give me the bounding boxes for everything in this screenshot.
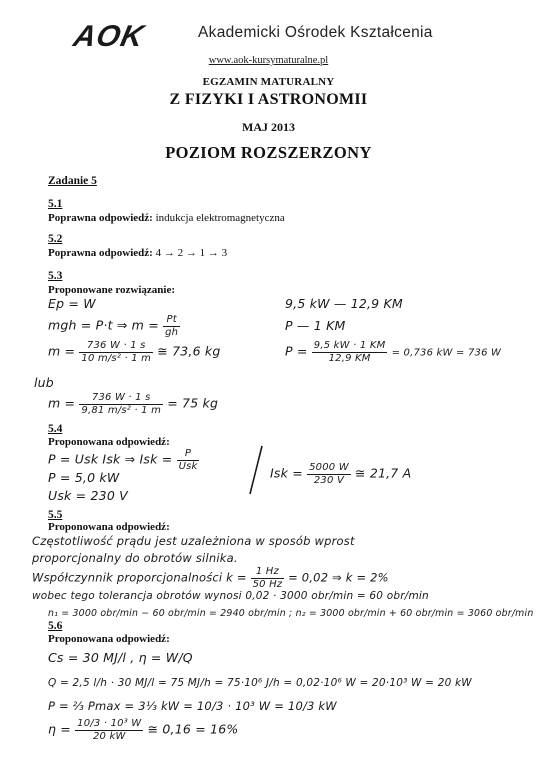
exam-date: MAJ 2013: [242, 120, 295, 134]
hw-power-value: P = 5,0 kW: [48, 470, 120, 485]
task-heading: Zadanie 5: [48, 175, 97, 187]
subject-title: Z FIZYKI I ASTRONOMII: [169, 91, 368, 108]
exam-title: EGZAMIN MATURALNY: [202, 76, 335, 88]
section-5-6-label: Proponowana odpowiedź:: [48, 633, 170, 645]
hw-mass-calc-1: m = $\frac{736 W \cdot 1 s}{\text{10 m/s² · 1 m}}$ ≅ 73,6 kg: [48, 340, 221, 364]
aok-logo: AOK: [70, 20, 148, 53]
hw-mass-calc-2: m = $\frac{736 W \cdot 1 s}{\text{9,81 m/s² · 1 m}}$ = 75 kg: [48, 392, 219, 416]
hw-current-calc: Isk = $\frac{5000 W}{230 V}$ ≅ 21,7 A: [270, 462, 412, 486]
hw-proportion-2: P — 1 KM: [285, 318, 346, 333]
answer-label: Poprawna odpowiedź:: [48, 212, 153, 224]
hw-mass-formula: mgh = P·t ⇒ m = $\frac{Pt}{gh}$: [48, 314, 179, 338]
section-number-5-4: 5.4: [48, 423, 63, 435]
hw-speed-range: n₁ = 3000 obr/min − 60 obr/min = 2940 obr/min ; n₂ = 3000 obr/min + 60 obr/min = 3060 obr/min: [48, 608, 534, 619]
section-number-5-1: 5.1: [48, 198, 63, 210]
exam-level: POZIOM ROZSZERZONY: [165, 143, 372, 162]
hw-frequency-text-2: proporcjonalny do obrotów silnika.: [32, 551, 238, 565]
answer-text: indukcja elektromagnetyczna: [155, 212, 285, 224]
organization-name: Akademicki Ośrodek Kształcenia: [198, 24, 433, 41]
hw-efficiency: η = $\frac{\text{10/3 · 10³ W}}{20 kW}$ ≅ 0,16 = 16%: [48, 718, 239, 742]
answer-label: Poprawna odpowiedź:: [48, 247, 153, 259]
hw-proportion-1: 9,5 kW — 12,9 KM: [285, 296, 403, 311]
hw-frequency-text-1: Częstotliwość prądu jest uzależniona w sposób wprost: [32, 534, 355, 548]
section-5-4-label: Proponowana odpowiedź:: [48, 436, 170, 448]
hw-or: lub: [34, 375, 54, 390]
section-number-5-5: 5.5: [48, 509, 63, 521]
separator-slash: [250, 446, 262, 494]
hw-voltage-value: Usk = 230 V: [48, 488, 128, 503]
section-5-5-label: Proponowana odpowiedź:: [48, 521, 170, 533]
hw-heat-rate: Q = 2,5 l/h · 30 MJ/l = 75 MJ/h = 75·10⁶ J/h = 0,02·10⁶ W = 20·10³ W = 20 kW: [48, 677, 472, 689]
section-number-5-2: 5.2: [48, 233, 63, 245]
answer-text: 4 → 2 → 1 → 3: [155, 247, 228, 259]
hw-power-calc: P = $\frac{9,5 kW \cdot 1 KM}{12,9 KM}$ = 0,736 kW = 736 W: [285, 340, 502, 364]
hw-current-formula: P = Usk Isk ⇒ Isk = $\frac{P}{\text{Usk}}$: [48, 448, 198, 472]
section-number-5-6: 5.6: [48, 620, 63, 632]
section-5-3-label: Proponowane rozwiązanie:: [48, 284, 175, 296]
hw-coefficient: Współczynnik proporcjonalności k = $\frac{1 Hz}{50 Hz}$ = 0,02 ⇒ k = 2%: [32, 566, 389, 590]
hw-energy-equation: Ep = W: [48, 296, 96, 311]
section-number-5-3: 5.3: [48, 270, 63, 282]
website-link[interactable]: www.aok-kursymaturalne.pl: [208, 55, 329, 66]
hw-power-average: P = ⅔ Pmax = 3⅓ kW = 10/3 · 10³ W = 10/3 kW: [48, 699, 337, 713]
hw-tolerance: wobec tego tolerancja obrotów wynosi 0,02 · 3000 obr/min = 60 obr/min: [32, 590, 429, 602]
hw-fuel-constant: Cs = 30 MJ/l , η = W/Q: [48, 650, 193, 665]
